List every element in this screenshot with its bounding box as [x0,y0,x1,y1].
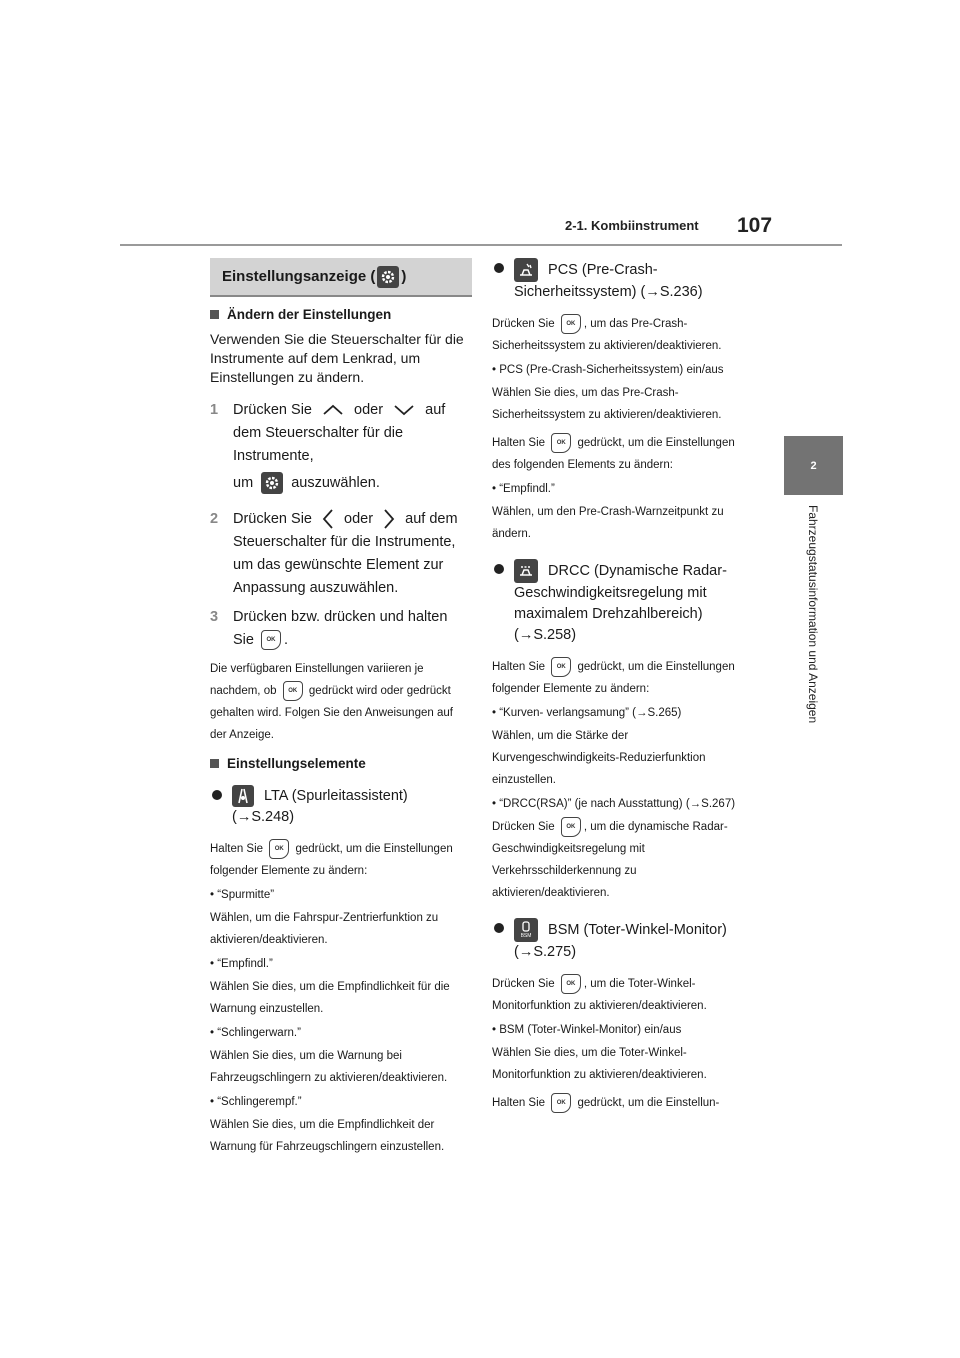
chevron-down-icon [393,404,415,416]
pcs-press-note: Drücken Sie OK , um das Pre-Crash-Sicherheitssystem zu aktivieren/deaktivieren. [492,313,752,357]
drcc-bullet-curve: • “Kurven- verlangsamung” (→S.265) [492,707,682,719]
item-drcc: DRCC (Dynamische Radar-Geschwindigkeitsregelung mit maximalem Drehzahlbereich) (→S.258) [492,559,752,646]
ok-button-icon: OK [551,433,571,453]
radar-cruise-icon [514,559,538,583]
chapter-tab: 2 [784,436,843,495]
chevron-up-icon [322,404,344,416]
round-bullet-icon [494,263,504,273]
square-bullet-icon [210,759,219,768]
lta-bullet-lane-center: • “Spurmitte” [210,889,275,901]
round-bullet-icon [494,923,504,933]
chapter-label: Fahrzeugstatusinformation und Anzeigen [806,505,820,724]
drcc-bullet-rsa: • “DRCC(RSA)” (je nach Ausstattung) (→S.267) [492,798,736,810]
page-number: 107 [737,214,773,237]
subheading-setting-items: Einstellungselemente [210,756,472,771]
ok-button-icon: OK [561,974,581,994]
pcs-hold-note: Halten Sie OK gedrückt, um die Einstellungen des folgenden Elements zu ändern: [492,432,752,476]
right-column: PCS (Pre-Crash-Sicherheitssystem) (→S.236) Drücken Sie OK , um das Pre-Crash-Sicherheitssystem zu aktivieren/deaktivieren. • PCS (Pre-Crash-Sicherheitssystem) ein/aus Wählen Sie dies, um das Pre-Crash-Sicherheitssystem zu aktivieren/deaktivieren. Halten Sie OK gedrückt, um die Einstellungen des folgenden Elements zu ändern: • “Empfindl.” Wählen, um den Pre-Crash-Warnzeitpunkt zu ändern. DRCC (Dynamische Radar-Geschwindigkeitsregelung mit maximalem Drehzahlbereich) (→S.258) Halten Sie OK gedrückt, um die Einstellungen folgender Elemente zu ändern: • “Kurven- verlangsamung” (→S.265) Wählen, um die Stärke der Kurvengeschwindigkeits-Reduzierfunktion einzustellen. • “DRCC(RSA)” (je nach Ausstattung) (→S.267) Drücken Sie OK , um die dynamische Radar-Geschwindigkeitsregelung mit Verkehrsschilderkennung zu aktivieren/deaktivieren. BSM BSM (Toter-Winkel-Monitor) (→S.275) Drücken Sie OK , um die Toter-Winkel-Monitorfunktion zu aktivieren/deaktivieren. • BSM (Toter-Winkel-Monitor) ein/aus Wählen Sie dies, um die Toter-Winkel-Monitorfunktion zu aktivieren/deaktivieren. Halten Sie OK gedrückt, um die Einstellun- [492,258,752,1114]
item-bsm: BSM BSM (Toter-Winkel-Monitor) (→S.275) [492,918,752,963]
ok-button-icon: OK [551,1093,571,1113]
ok-button-icon: OK [561,314,581,334]
ok-button-icon: OK [561,817,581,837]
pre-crash-icon [514,258,538,282]
lta-bullet-sway-warning: • “Schlingerwarn.” [210,1027,301,1039]
lta-hold-note: Halten Sie OK gedrückt, um die Einstellungen folgender Elemente zu ändern: [210,838,472,882]
left-column: Einstellungsanzeige ( ) Ändern der Einstellungen Verwenden Sie die Steuerschalter für die Instrumente auf dem Lenkrad, um Einstellungen zu ändern. 1 Drücken Sie oder auf dem Steuerschalter für die Instrumente, um auszuwählen. 2 Drücken Sie oder auf dem Steuerschalter für die Instrumente, um das gewünschte Element zur Anpassung auszuwählen. 3 Drücken bzw. drücken und halten Sie OK . Die verfügbaren Einstellungen variieren je nachdem, ob OK gedrückt wird oder gedrückt gehalten wird. Folgen Sie den Anweisungen auf der Anzeige. Einstellungselemente LTA (Spurleitassistent) (→S.248) Halten Sie OK gedrückt, um die Einstellungen folgender Elemente zu ändern: • “Spurmitte” Wählen, um die Fahrspur-Zentrierfunktion zu aktivieren/deaktivieren. • “Empfindl.” Wählen Sie dies, um die Empfindlichkeit für die Warnung einzustellen. • “Schlingerwarn.” Wählen Sie dies, um die Warnung bei Fahrzeugschlingern zu aktivieren/deaktivieren. • “Schlingerempf.” Wählen Sie dies, um die Empfindlichkeit der Warnung für Fahrzeugschlingern einzustellen. [210,258,472,1158]
ok-button-icon: OK [261,630,281,650]
pcs-bullet-sensitivity: • “Empfindl.” [492,483,555,495]
pcs-bullet-on-off: • PCS (Pre-Crash-Sicherheitssystem) ein/aus [492,364,724,376]
blind-spot-monitor-icon: BSM [514,918,538,942]
ok-button-icon: OK [283,681,303,701]
square-bullet-icon [210,310,219,319]
gear-icon [261,472,283,494]
subheading-change-settings: Ändern der Einstellungen [210,307,472,322]
ok-button-icon: OK [551,657,571,677]
lta-bullet-sway-sensitivity: • “Schlingerempf.” [210,1096,302,1108]
step-1: 1 Drücken Sie oder auf dem Steuerschalter für die Instrumente, um auszuwählen. [210,399,472,498]
drcc-press-note: Drücken Sie OK , um die dynamische Radar-Geschwindigkeitsregelung mit Verkehrsschilderkennung zu aktivieren/deaktivieren. [492,816,752,904]
lane-assist-icon [232,785,254,807]
step-3: 3 Drücken bzw. drücken und halten Sie OK . [210,606,472,652]
item-pcs: PCS (Pre-Crash-Sicherheitssystem) (→S.236) [492,258,752,303]
drcc-hold-note: Halten Sie OK gedrückt, um die Einstellungen folgender Elemente zu ändern: [492,656,752,700]
ok-button-icon: OK [269,839,289,859]
round-bullet-icon [494,564,504,574]
step-2: 2 Drücken Sie oder auf dem Steuerschalter für die Instrumente, um das gewünschte Element zur Anpassung auszuwählen. [210,508,472,600]
settings-note: Die verfügbaren Einstellungen variieren je nachdem, ob OK gedrückt wird oder gedrückt gehalten wird. Folgen Sie den Anweisungen auf der Anzeige. [210,663,453,741]
bsm-hold-note: Halten Sie OK gedrückt, um die Einstellun- [492,1092,752,1114]
section-reference: 2-1. Kombiinstrument [565,218,699,233]
chevron-left-icon [322,508,334,530]
header-divider [120,244,842,246]
item-lta: LTA (Spurleitassistent) (→S.248) [210,785,472,828]
gear-icon [377,266,399,288]
intro-paragraph: Verwenden Sie die Steuerschalter für die Instrumente auf dem Lenkrad, um Einstellungen zu ändern. [210,331,464,385]
chevron-right-icon [383,508,395,530]
round-bullet-icon [212,790,222,800]
section-heading: Einstellungsanzeige ( ) [210,258,472,297]
bsm-bullet-on-off: • BSM (Toter-Winkel-Monitor) ein/aus [492,1024,682,1036]
bsm-press-note: Drücken Sie OK , um die Toter-Winkel-Monitorfunktion zu aktivieren/deaktivieren. [492,973,752,1017]
lta-bullet-sensitivity: • “Empfindl.” [210,958,273,970]
